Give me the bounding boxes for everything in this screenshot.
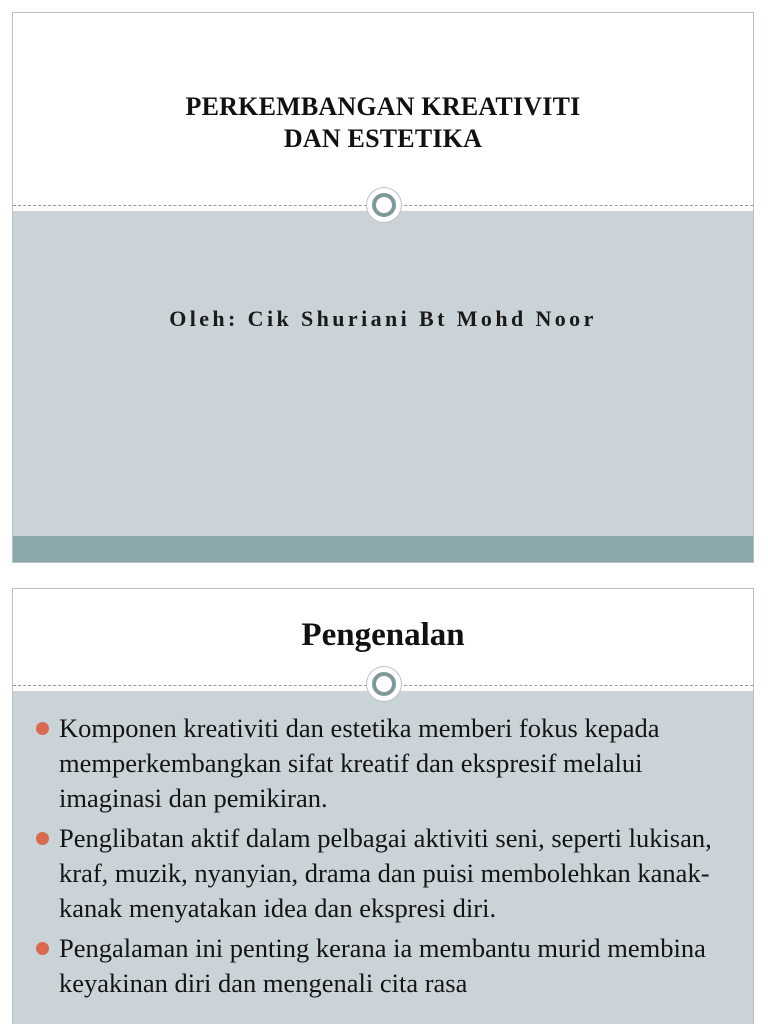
list-item	[33, 821, 745, 926]
ring-icon	[367, 667, 401, 701]
title-line-1: PERKEMBANGAN KREATIVITI	[185, 92, 581, 121]
footer-band	[13, 536, 753, 563]
slide-title-heading	[13, 91, 753, 155]
ring-icon	[367, 188, 401, 222]
slide-heading: Pengenalan	[301, 617, 465, 653]
slide-introduction	[12, 588, 754, 1024]
bullet-text: Penglibatan aktif dalam pelbagai aktiviti seni, seperti lukisan, kraf, muzik, nyanyian, drama dan puisi membolehkan kanak-kanak menyatakan idea dan ekspresi diri.	[59, 823, 712, 923]
slide-title	[12, 12, 754, 563]
bullet-dot-icon	[36, 832, 49, 845]
bullet-text: Pengalaman ini penting kerana ia membantu murid membina keyakinan diri dan mengenali cita rasa	[59, 933, 706, 998]
bullet-dot-icon	[36, 942, 49, 955]
author-subtitle: Oleh: Cik Shuriani Bt Mohd Noor	[169, 306, 597, 331]
bullet-dot-icon	[36, 722, 49, 735]
title-line-2: DAN ESTETIKA	[283, 124, 483, 153]
list-item	[33, 931, 745, 1001]
content-panel	[13, 211, 753, 536]
bullet-text: Komponen kreativiti dan estetika memberi fokus kepada memperkembangkan sifat kreatif dan ekspresif melalui imaginasi dan pemikiran.	[59, 713, 660, 813]
list-item	[33, 711, 745, 816]
bullet-list	[33, 711, 745, 1006]
